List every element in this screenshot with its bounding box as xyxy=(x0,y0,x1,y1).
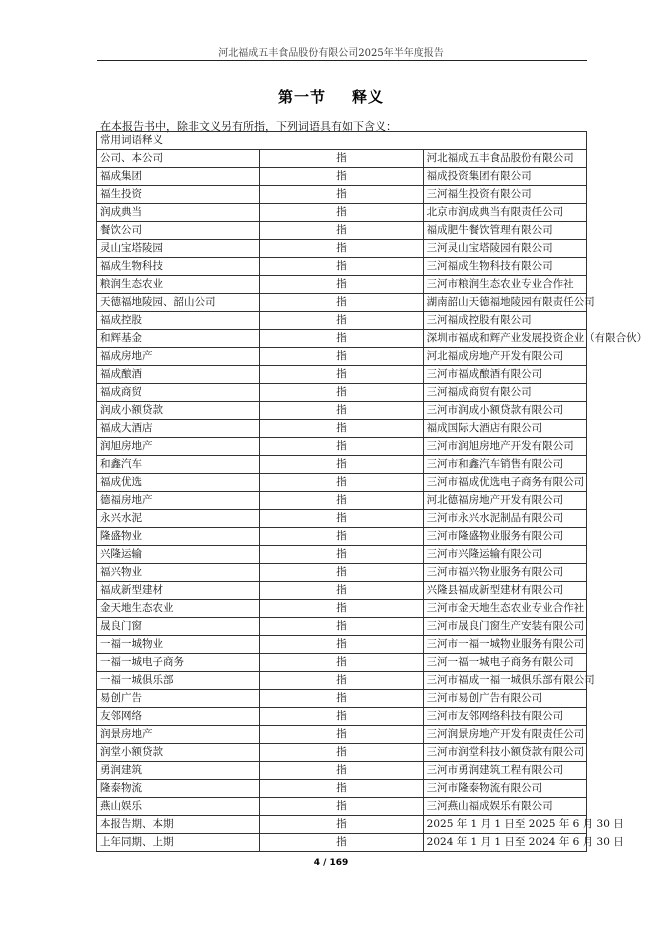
term-cell: 餐饮公司 xyxy=(97,222,260,240)
definition-cell: 三河市隆盛物业服务有限公司 xyxy=(423,528,586,546)
separator-cell: 指 xyxy=(260,294,423,312)
term-cell: 润成小额贷款 xyxy=(97,402,260,420)
definition-cell: 北京市润成典当有限责任公司 xyxy=(423,204,586,222)
separator-cell: 指 xyxy=(260,636,423,654)
header-divider xyxy=(97,60,587,61)
separator-cell: 指 xyxy=(260,492,423,510)
table-row xyxy=(97,582,587,600)
table-row xyxy=(97,294,587,312)
definition-cell: 兴隆县福成新型建材有限公司 xyxy=(423,582,586,600)
term-cell: 永兴水泥 xyxy=(97,510,260,528)
table-row xyxy=(97,168,587,186)
separator-cell: 指 xyxy=(260,726,423,744)
definition-cell: 三河市粮润生态农业专业合作社 xyxy=(423,276,586,294)
table-row xyxy=(97,744,587,762)
separator-cell: 指 xyxy=(260,420,423,438)
term-cell: 福成控股 xyxy=(97,312,260,330)
term-cell: 隆泰物流 xyxy=(97,780,260,798)
definition-cell: 三河润景房地产开发有限责任公司 xyxy=(423,726,586,744)
term-cell: 和辉基金 xyxy=(97,330,260,348)
table-row xyxy=(97,600,587,618)
definition-cell: 三河一福一城电子商务有限公司 xyxy=(423,654,586,672)
separator-cell: 指 xyxy=(260,312,423,330)
separator-cell: 指 xyxy=(260,204,423,222)
definition-cell: 三河灵山宝塔陵园有限公司 xyxy=(423,240,586,258)
definition-cell: 三河福成控股有限公司 xyxy=(423,312,586,330)
separator-cell: 指 xyxy=(260,510,423,528)
definition-cell: 三河市一福一城物业服务有限公司 xyxy=(423,636,586,654)
table-row xyxy=(97,762,587,780)
definition-cell: 三河市隆泰物流有限公司 xyxy=(423,780,586,798)
separator-cell: 指 xyxy=(260,816,423,834)
table-caption-row xyxy=(97,132,587,150)
separator-cell: 指 xyxy=(260,168,423,186)
term-cell: 金天地生态农业 xyxy=(97,600,260,618)
table-row xyxy=(97,564,587,582)
term-cell: 福成酿酒 xyxy=(97,366,260,384)
separator-cell: 指 xyxy=(260,258,423,276)
term-cell: 勇润建筑 xyxy=(97,762,260,780)
table-row xyxy=(97,150,587,168)
table-row xyxy=(97,474,587,492)
definition-cell: 三河市永兴水泥制品有限公司 xyxy=(423,510,586,528)
table-row xyxy=(97,492,587,510)
section-title xyxy=(0,86,662,107)
separator-cell: 指 xyxy=(260,186,423,204)
term-cell: 粮润生态农业 xyxy=(97,276,260,294)
separator-cell: 指 xyxy=(260,276,423,294)
term-cell: 一福一城俱乐部 xyxy=(97,672,260,690)
definition-cell: 三河市友邻网络科技有限公司 xyxy=(423,708,586,726)
table-row xyxy=(97,384,587,402)
separator-cell: 指 xyxy=(260,402,423,420)
term-cell: 福成商贸 xyxy=(97,384,260,402)
separator-cell: 指 xyxy=(260,546,423,564)
separator-cell: 指 xyxy=(260,744,423,762)
term-cell: 灵山宝塔陵园 xyxy=(97,240,260,258)
definition-cell: 三河市润旭房地产开发有限公司 xyxy=(423,438,586,456)
term-cell: 福成集团 xyxy=(97,168,260,186)
table-row xyxy=(97,456,587,474)
term-cell: 友邻网络 xyxy=(97,708,260,726)
table-row xyxy=(97,402,587,420)
section-name: 释义 xyxy=(352,88,385,106)
table-row xyxy=(97,420,587,438)
term-cell: 隆盛物业 xyxy=(97,528,260,546)
separator-cell: 指 xyxy=(260,600,423,618)
separator-cell: 指 xyxy=(260,438,423,456)
definition-cell: 深圳市福成和辉产业发展投资企业（有限合伙） xyxy=(423,330,586,348)
table-row xyxy=(97,222,587,240)
term-cell: 福生投资 xyxy=(97,186,260,204)
definition-cell: 三河市易创广告有限公司 xyxy=(423,690,586,708)
term-cell: 兴隆运输 xyxy=(97,546,260,564)
table-row xyxy=(97,240,587,258)
definition-cell: 三河市福成优选电子商务有限公司 xyxy=(423,474,586,492)
table-row xyxy=(97,546,587,564)
separator-cell: 指 xyxy=(260,564,423,582)
term-cell: 易创广告 xyxy=(97,690,260,708)
separator-cell: 指 xyxy=(260,834,423,852)
table-row xyxy=(97,276,587,294)
table-row xyxy=(97,636,587,654)
page-number: 4 / 169 xyxy=(313,858,349,868)
table-row xyxy=(97,816,587,834)
separator-cell: 指 xyxy=(260,222,423,240)
definition-cell: 三河燕山福成娱乐有限公司 xyxy=(423,798,586,816)
separator-cell: 指 xyxy=(260,690,423,708)
definition-cell: 三河市润成小额贷款有限公司 xyxy=(423,402,586,420)
table-row xyxy=(97,348,587,366)
definition-cell: 2024 年 1 月 1 日至 2024 年 6 月 30 日 xyxy=(423,834,586,852)
definition-cell: 三河市勇润建筑工程有限公司 xyxy=(423,762,586,780)
definition-cell: 福成肥牛餐饮管理有限公司 xyxy=(423,222,586,240)
term-cell: 天德福地陵园、韶山公司 xyxy=(97,294,260,312)
term-cell: 上年同期、上期 xyxy=(97,834,260,852)
term-cell: 一福一城电子商务 xyxy=(97,654,260,672)
term-cell: 福成生物科技 xyxy=(97,258,260,276)
term-cell: 福兴物业 xyxy=(97,564,260,582)
table-row xyxy=(97,186,587,204)
term-cell: 晟良门窗 xyxy=(97,618,260,636)
table-row xyxy=(97,780,587,798)
term-cell: 德福房地产 xyxy=(97,492,260,510)
definition-cell: 2025 年 1 月 1 日至 2025 年 6 月 30 日 xyxy=(423,816,586,834)
table-row xyxy=(97,510,587,528)
definition-cell: 三河市兴隆运输有限公司 xyxy=(423,546,586,564)
term-cell: 和鑫汽车 xyxy=(97,456,260,474)
section-number: 第一节 xyxy=(277,88,326,106)
term-cell: 一福一城物业 xyxy=(97,636,260,654)
separator-cell: 指 xyxy=(260,348,423,366)
definition-cell: 三河福生投资有限公司 xyxy=(423,186,586,204)
term-cell: 燕山娱乐 xyxy=(97,798,260,816)
term-cell: 公司、本公司 xyxy=(97,150,260,168)
separator-cell: 指 xyxy=(260,240,423,258)
separator-cell: 指 xyxy=(260,654,423,672)
definition-cell: 三河市晟良门窗生产安装有限公司 xyxy=(423,618,586,636)
table-row xyxy=(97,366,587,384)
table-row xyxy=(97,258,587,276)
definition-cell: 三河市福成一福一城俱乐部有限公司 xyxy=(423,672,586,690)
term-cell: 本报告期、本期 xyxy=(97,816,260,834)
definition-cell: 三河市润堂科技小额贷款有限公司 xyxy=(423,744,586,762)
definition-cell: 三河市福成酿酒有限公司 xyxy=(423,366,586,384)
table-row xyxy=(97,654,587,672)
table-caption: 常用词语释义 xyxy=(97,132,587,150)
separator-cell: 指 xyxy=(260,384,423,402)
definition-cell: 三河市和鑫汽车销售有限公司 xyxy=(423,456,586,474)
table-row xyxy=(97,834,587,852)
intro-text: 在本报告书中，除非文义另有所指，下列词语具有如下含义： xyxy=(100,120,397,133)
term-cell: 润景房地产 xyxy=(97,726,260,744)
term-cell: 福成新型建材 xyxy=(97,582,260,600)
definition-cell: 三河市金天地生态农业专业合作社 xyxy=(423,600,586,618)
definition-cell: 河北德福房地产开发有限公司 xyxy=(423,492,586,510)
separator-cell: 指 xyxy=(260,456,423,474)
term-cell: 福成房地产 xyxy=(97,348,260,366)
term-cell: 润旭房地产 xyxy=(97,438,260,456)
definition-cell: 河北福成五丰食品股份有限公司 xyxy=(423,150,586,168)
table-row xyxy=(97,204,587,222)
definition-cell: 福成国际大酒店有限公司 xyxy=(423,420,586,438)
term-cell: 润成典当 xyxy=(97,204,260,222)
term-cell: 福成大酒店 xyxy=(97,420,260,438)
table-row xyxy=(97,312,587,330)
definition-cell: 三河福成商贸有限公司 xyxy=(423,384,586,402)
definition-cell: 三河市福兴物业服务有限公司 xyxy=(423,564,586,582)
separator-cell: 指 xyxy=(260,474,423,492)
table-row xyxy=(97,726,587,744)
table-row xyxy=(97,690,587,708)
separator-cell: 指 xyxy=(260,708,423,726)
separator-cell: 指 xyxy=(260,618,423,636)
table-row xyxy=(97,798,587,816)
table-row xyxy=(97,528,587,546)
separator-cell: 指 xyxy=(260,366,423,384)
table-row xyxy=(97,438,587,456)
separator-cell: 指 xyxy=(260,780,423,798)
table-row xyxy=(97,330,587,348)
definition-cell: 湖南韶山天德福地陵园有限责任公司 xyxy=(423,294,586,312)
page-header: 河北福成五丰食品股份有限公司2025年半年度报告 xyxy=(218,48,444,59)
separator-cell: 指 xyxy=(260,528,423,546)
definition-cell: 三河福成生物科技有限公司 xyxy=(423,258,586,276)
definition-cell: 福成投资集团有限公司 xyxy=(423,168,586,186)
separator-cell: 指 xyxy=(260,330,423,348)
table-row xyxy=(97,708,587,726)
separator-cell: 指 xyxy=(260,672,423,690)
table-row xyxy=(97,672,587,690)
term-cell: 福成优选 xyxy=(97,474,260,492)
separator-cell: 指 xyxy=(260,798,423,816)
definitions-table xyxy=(96,131,648,852)
separator-cell: 指 xyxy=(260,150,423,168)
separator-cell: 指 xyxy=(260,762,423,780)
term-cell: 润堂小额贷款 xyxy=(97,744,260,762)
definition-cell: 河北福成房地产开发有限公司 xyxy=(423,348,586,366)
separator-cell: 指 xyxy=(260,582,423,600)
table-row xyxy=(97,618,587,636)
